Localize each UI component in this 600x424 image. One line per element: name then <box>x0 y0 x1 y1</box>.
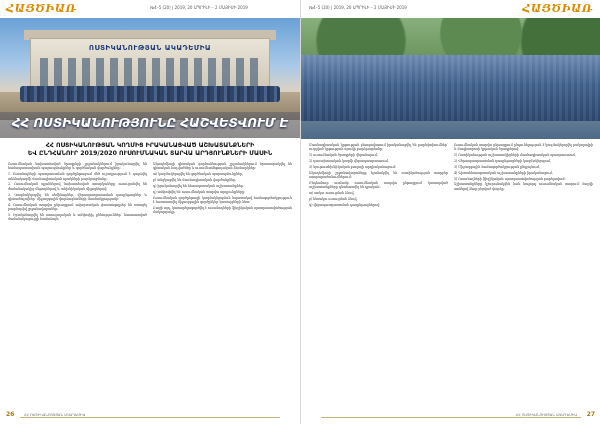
paragraph: գ) վերապատրաստման դասընթացներով։ <box>309 202 380 207</box>
paragraph: ա) կազմակերպվել են գործնական պարապմունքներ, <box>153 172 243 177</box>
paragraph: Ընդհանուր առմամբ ուսումնական տարվա ընթացքում կատարված աշխատանքները գնահատվել են դրական։ <box>309 180 448 190</box>
subtitle-line-2: ԵՎ ԸՆԴՀԱՆՈՒՐ 2019/2020 ՈՒՍՈՒՄՆԱԿԱՆ ՏԱՐՎԱ ԱՐԴՅՈՒՆՔՆԵՐԻ ՄԱՍԻՆ <box>27 150 273 157</box>
cadet-formation <box>20 86 280 102</box>
text-column <box>153 162 292 402</box>
issue-line: №4–5 (20) | 2019, 20 ԱՊՐԻԼԻ – 2 ՄԱՅԻՍԻ 2019 <box>309 5 407 10</box>
paragraph: Ուսումնական գործընթացի կազմակերպման նպատակով համագործակցություն է հաստատվել միջազգային գործընկեր կառույցների հետ։ <box>153 195 292 204</box>
paragraph: 3) նյութատեխնիկական բազայի արդիականացում։ <box>309 164 397 169</box>
paragraph: Ակադեմիայի շրջանավարտները նշանակվել են ոստիկանության տարբեր ստորաբաժանումներում։ <box>309 170 448 180</box>
paragraph: Մասնագիտական կրթության բնագավառում իրականացվել են բարեփոխումներ՝ ուղղված կրթության որակի բարձրացմանը։ <box>309 143 448 152</box>
left-text-columns <box>8 162 292 402</box>
officer-rows <box>301 55 600 121</box>
paragraph: 5) Ուսանողների ֆիզիկական պատրաստվածության բարելավում։ <box>454 176 566 181</box>
paragraph: Աշխատանքները կշարունակվեն նաև հաջորդ ուսումնական տարում՝ հաշվի առնելով ձեռք բերված փորձը։ <box>454 182 593 191</box>
building-sign: ՈՍՏԻԿԱՆՈՒԹՅԱՆ ԱԿԱԴԵՄԻԱ <box>88 44 212 52</box>
article-headline: ՀՀ ՈՍՏԻԿԱՆՈՒԹՅՈՒՆԸ ՀԱՇՎԵՏՎՈՒՄ Է <box>11 116 289 130</box>
magazine-logo: ՀԱՅԾԻԱՌ <box>6 2 77 15</box>
footer-divider <box>20 417 280 418</box>
text-column <box>309 143 448 402</box>
paragraph: 2) դասախոսական կազմի վերապատրաստում, <box>309 159 390 164</box>
paragraph: 1. Ուսանողների պատրաստման գործընթացում մեծ ուշադրություն է դարձվել անձնակազմի մասնագիտական որակների բարձրացմանը։ <box>8 172 147 181</box>
paragraph: 3. Կազմակերպվել են սեմինարներ, վերապատրաստման դասընթացներ և գիտաժողովներ՝ միջազգային փորձագետների մասնակցությամբ։ <box>8 192 147 201</box>
article-subtitle <box>10 142 290 158</box>
trees-background <box>301 18 600 56</box>
footer-text: ՀՀ ՈՍՏԻԿԱՆՈՒԹՅԱՆ ԱԿԱԴԵՄԻԱ <box>515 413 577 417</box>
paragraph: 3) Միջազգային համագործակցության ընդլայնում, <box>454 164 541 169</box>
paragraph: 5. Իրականացվել են ստուգողական և ամփոփիչ քննություններ՝ հաստատված ժամանակացույցի համաձայն։ <box>8 212 147 222</box>
page-footer <box>301 408 600 424</box>
page-number: 26 <box>6 411 15 418</box>
right-text-columns <box>309 143 593 402</box>
page-footer <box>0 408 300 424</box>
paragraph: Ակադեմիայի գիտական գործունեության շրջանակներում հրատարակվել են գիտական հոդվածներ և ուսումնամեթոդական ձեռնարկներ։ <box>153 162 292 171</box>
paragraph: 2. Ուսումնական պլաններով նախատեսված առարկաները ուսուցանվել են ժամանակակից մեթոդներով և տեխնիկական միջոցներով։ <box>8 182 147 191</box>
paragraph: Բացի այդ, կատարելագործվել է ուսանողների ֆիզիկական պատրաստվածության մակարդակը։ <box>153 205 292 215</box>
page-header <box>0 0 300 18</box>
paragraph: 2) Վերապատրաստման դասընթացների կազմակերպում, <box>454 159 552 164</box>
footer-divider <box>321 417 581 418</box>
paragraph: 4. Ուսումնական տարվա ընթացքում ավարտական փաստաթղթեր են ստացել բազմաթիվ շրջանավարտներ։ <box>8 202 147 212</box>
footer-text: ՀՀ ՈՍՏԻԿԱՆՈՒԹՅԱՆ ԱԿԱԴԵՄԻԱ <box>24 413 86 417</box>
paragraph: 1) Ոստիկանության աշխատակիցների մասնագիտական պատրաստում, <box>454 153 577 158</box>
page-header <box>301 0 600 18</box>
paragraph: Ուսումնական նախատեսված ծրագրերի շրջանակներում իրականացվել են համապատասխան պարապմունքներ և գործնական վարժանքներ։ <box>8 162 147 171</box>
paragraph: բ) անցկացվել են մասնագիտական վարժանքներ, <box>153 178 237 183</box>
subtitle-line-1: ՀՀ ՈՍՏԻԿԱՆՈՒԹՅԱՆ ԿՈՂՄԻՑ ԻՐԱԿԱՆԱՑՎԱԾ ԱՇԽԱՏԱՆՔՆԵՐԻ <box>45 142 255 149</box>
right-page <box>300 0 600 424</box>
paragraph: Ուսումնական տարվա ընթացքում ընդունելություն է կազմակերպվել բակալավրի և մագիստրոսի կրթական ծրագրերով։ <box>454 143 593 152</box>
building-windows <box>40 58 260 86</box>
paragraph: 1) ուսումնական ծրագրերի վերանայում, <box>309 153 378 158</box>
paragraph: դ) ամփոփվել են ուսումնական տարվա արդյունքները։ <box>153 189 246 194</box>
paragraph: գ) իրականացվել են հետազոտական աշխատանքներ, <box>153 183 244 188</box>
issue-line: №4–5 (20) | 2019, 20 ԱՊՐԻԼԻ – 2 ՄԱՅԻՍԻ 2019 <box>150 5 248 10</box>
page-number: 27 <box>586 411 595 418</box>
text-column <box>8 162 147 402</box>
paragraph: 4) Գիտահետազոտական աշխատանքների իրականացում, <box>454 170 553 175</box>
paragraph: ա) առկա ուսուցման ձևով, <box>309 191 355 196</box>
magazine-logo: ՀԱՅԾԻԱՌ <box>522 2 593 15</box>
paragraph: բ) հեռակա ուսուցման ձևով, <box>309 196 358 201</box>
text-column <box>454 143 593 402</box>
